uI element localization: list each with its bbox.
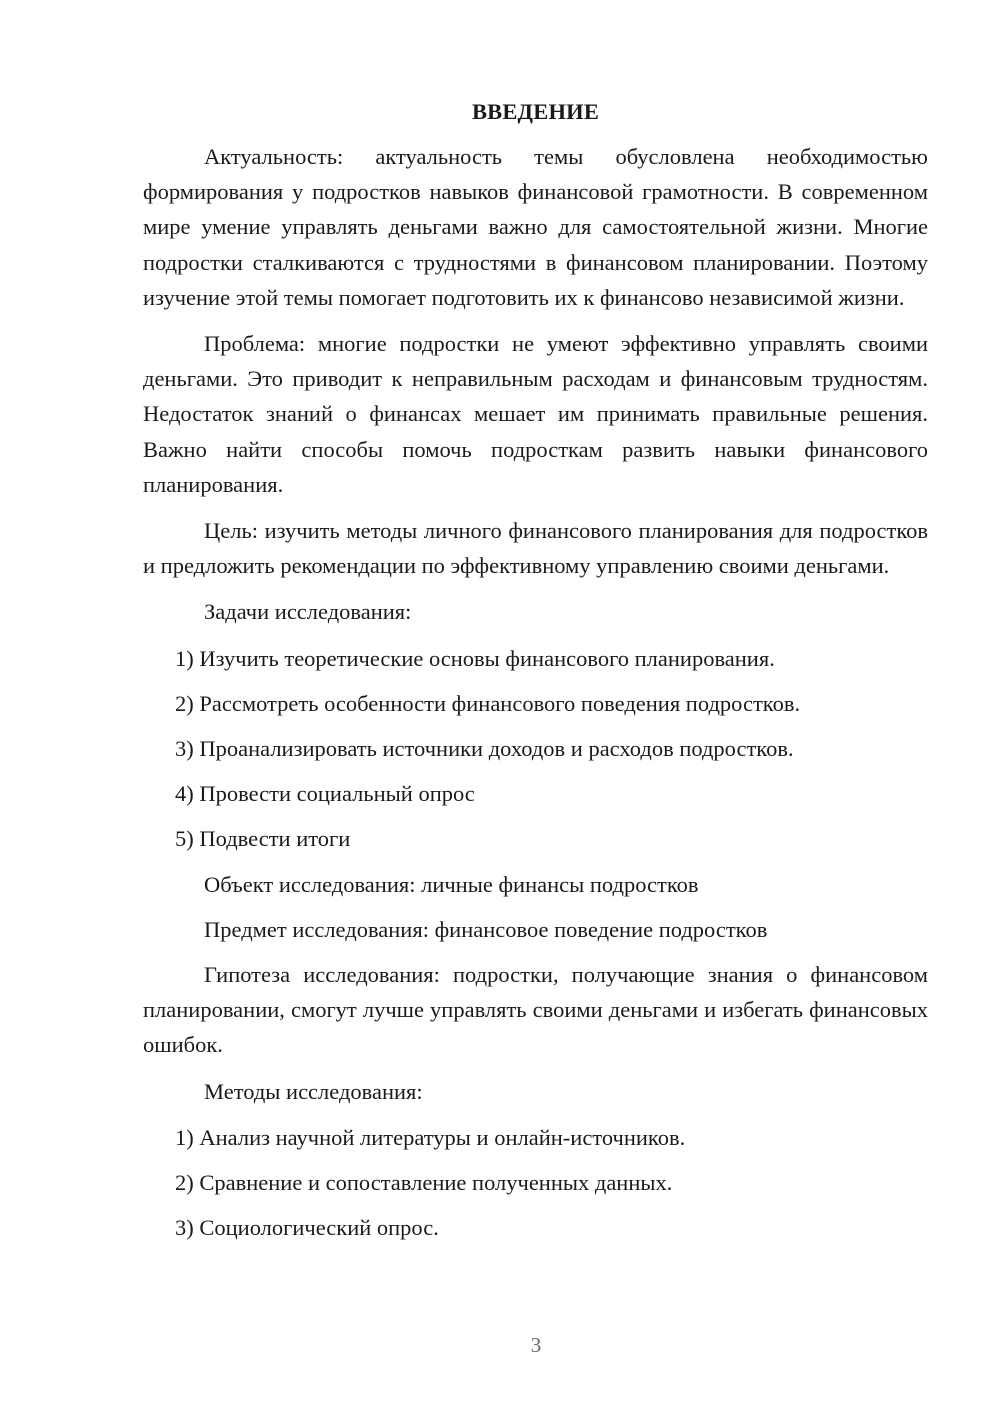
list-item: 2) Рассмотреть особенности финансового поведения подростков. xyxy=(175,690,801,716)
list-item: 2) Сравнение и сопоставление полученных данных. xyxy=(175,1170,673,1196)
tasks-label: Задачи исследования: xyxy=(204,599,412,625)
methods-label: Методы исследования: xyxy=(204,1078,423,1104)
research-subject: Предмет исследования: финансовое поведение подростков xyxy=(204,916,768,942)
research-object: Объект исследования: личные финансы подростков xyxy=(204,871,699,897)
relevance-paragraph: Актуальность: актуальность темы обусловлена необходимостью формирования у подростков навыков финансовой грамотности. В современном мире умение управлять деньгами важно для самостоятельной жизни. Многие подростки сталкиваются с трудностями в финансовом планировании. Поэтому изучение этой темы помогает подготовить их к финансово независимой жизни. xyxy=(143,144,928,310)
document-page xyxy=(143,94,928,1255)
hypothesis-paragraph: Гипотеза исследования: подростки, получающие знания о финансовом планировании, смогут лучше управлять своими деньгами и избегать финансовых ошибок. xyxy=(143,962,928,1058)
list-item: 1) Анализ научной литературы и онлайн-источников. xyxy=(175,1124,686,1150)
list-item: 3) Проанализировать источники доходов и расходов подростков. xyxy=(175,736,794,762)
page-title: ВВЕДЕНИЕ xyxy=(471,99,600,124)
tasks-list xyxy=(143,641,928,857)
list-item: 4) Провести социальный опрос xyxy=(175,781,475,807)
goal-paragraph: Цель: изучить методы личного финансового планирования для подростков и предложить рекомендации по эффективному управлению своими деньгами. xyxy=(143,518,928,579)
list-item: 1) Изучить теоретические основы финансового планирования. xyxy=(175,645,775,671)
list-item: 5) Подвести итоги xyxy=(175,826,351,852)
list-item: 3) Социологический опрос. xyxy=(175,1215,439,1241)
page-number: 3 xyxy=(530,1333,542,1357)
problem-paragraph: Проблема: многие подростки не умеют эффективно управлять своими деньгами. Это приводит к неправильным расходам и финансовым трудностям. Недостаток знаний о финансах мешает им принимать правильные решения. Важно найти способы помочь подросткам развить навыки финансового планирования. xyxy=(143,331,928,497)
methods-list xyxy=(143,1120,928,1246)
